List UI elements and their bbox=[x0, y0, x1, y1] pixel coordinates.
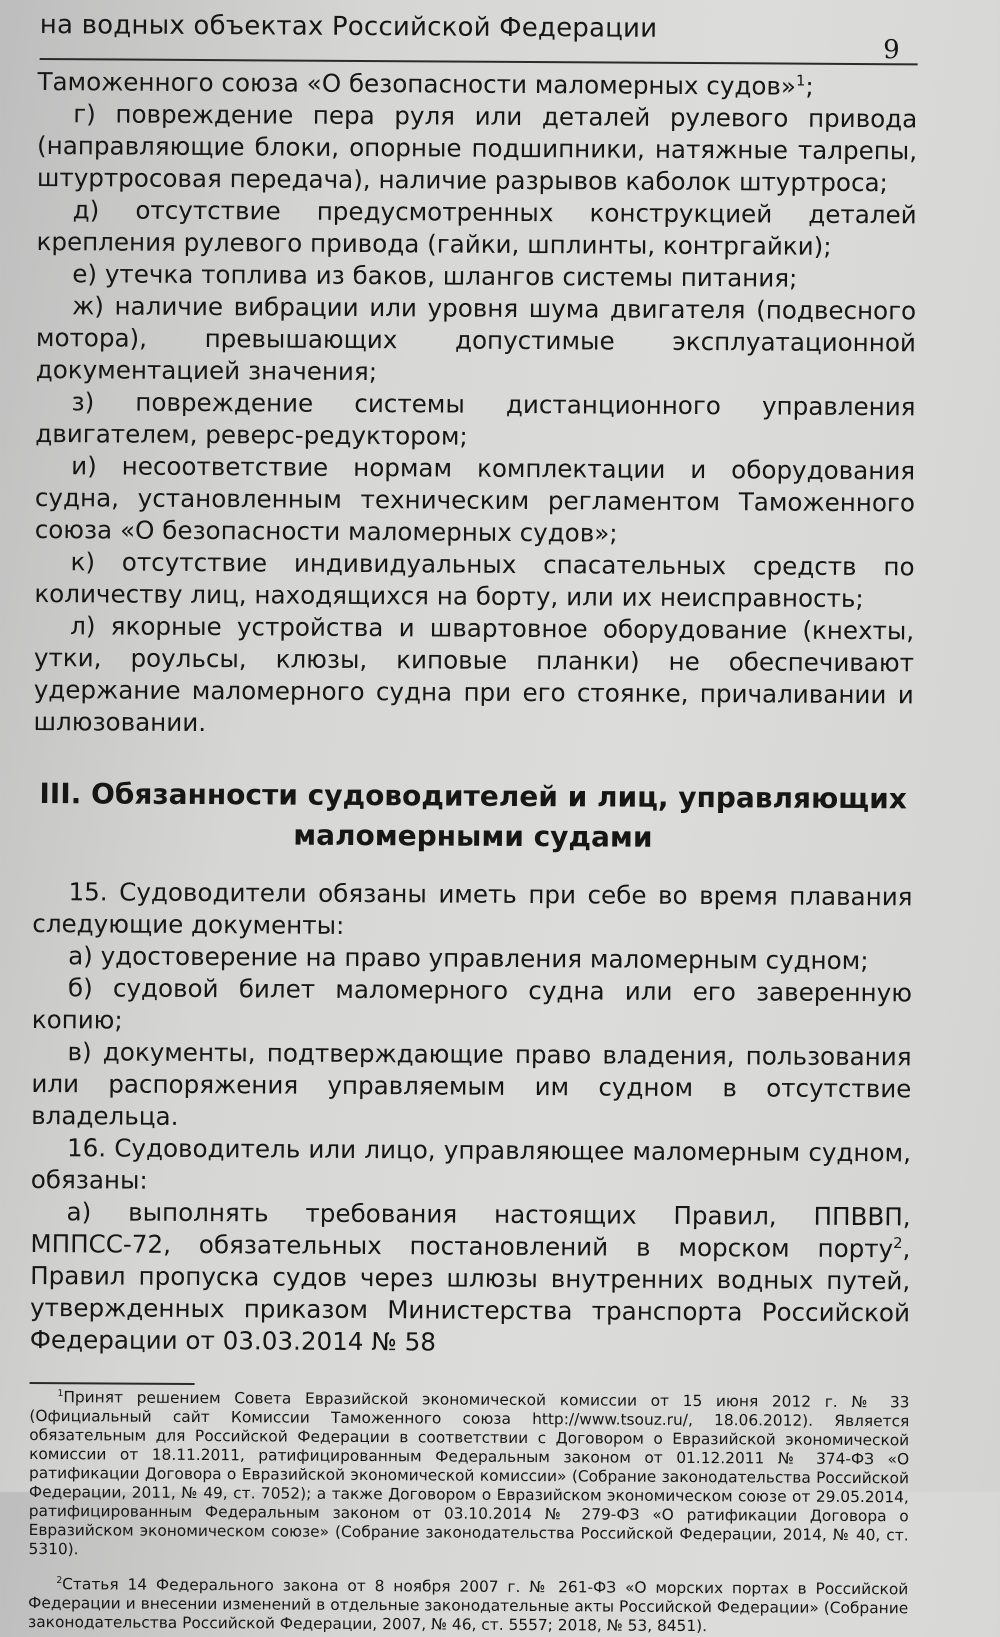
paragraph: е) утечка топлива из баков, шлангов системы питания; bbox=[72, 259, 798, 293]
paragraph: а) удостоверение на право управления маломерным судном; bbox=[68, 941, 869, 976]
section-heading bbox=[33, 774, 913, 859]
paragraph: д) отсутствие предусмотренных конструкцией деталей крепления рулевого привода (гайки, шплинты, контргайки); bbox=[36, 195, 917, 261]
paragraph: и) несоответствие нормам комплектации и оборудования судна, установленным техническим регламентом Таможенного союза «О безопасности маломерных судов»; bbox=[34, 451, 916, 548]
running-head-title: на водных объектах Российской Федерации bbox=[39, 10, 658, 44]
body-text-top bbox=[33, 66, 917, 743]
footnote-separator bbox=[30, 1382, 195, 1385]
page-number: 9 bbox=[883, 35, 900, 66]
footnote-ref: 1 bbox=[795, 72, 806, 90]
paragraph: 15. Судоводители обязаны иметь при себе во время плавания следующие документы: bbox=[32, 877, 913, 940]
paragraph: л) якорные устройства и швартовное оборудование (кнехты, утки, роульсы, клюзы, киповые планки) не обеспечивают удержание маломерного судна при его стоянке, причаливании и шлюзовании. bbox=[33, 611, 915, 738]
paragraph: к) отсутствие индивидуальных спасательных средств по количеству лиц, находящихся на борту, или их неисправность; bbox=[34, 547, 915, 614]
paragraph: Таможенного союза «О безопасности маломерных судов»$^1$; bbox=[37, 66, 814, 101]
footnote-ref: 2 bbox=[893, 1235, 903, 1253]
paragraph: а) выполнять требования настоящих Правил, ППВВП, МППСС-72, обязательных постановлений в морском порту$^2$, Правил пропуска судов через шлюзы внутренних водных путей, утвержденных приказом Министерства транспорта Российской Федерации от 03.03.2014 № 58 bbox=[29, 1197, 911, 1357]
paragraph: в) документы, подтверждающие право владения, пользования или распоряжения управляемым им судном в отсутствие владельца. bbox=[31, 1037, 912, 1131]
footnote-mark: 1 bbox=[57, 1388, 64, 1400]
footnote: $^2$Статья 14 Федерального закона от 8 ноября 2007 г. № 261-ФЗ «О морских портах в Российской Федерации и внесении изменений в отдельные законодательные акты Российской Федерации» (Собрание законодательства Российской Федерации, 2007, № 46, ст. 5557; 2018, № 53, 8451). bbox=[28, 1575, 909, 1636]
paragraph: ж) наличие вибрации или уровня шума двигателя (подвесного мотора), превышающих допустимые эксплуатационной документацией значения; bbox=[35, 291, 917, 387]
footnotes bbox=[28, 1388, 909, 1637]
paragraph: з) повреждение системы дистанционного управления двигателем, реверс-редуктором; bbox=[35, 387, 916, 451]
footnote: $^1$Принят решением Совета Евразийской экономической комиссии от 15 июня 2012 г. № 33 (Официальный сайт Комиссии Таможенного союза http://www.tsouz.ru/, 18.06.2012). Является обязательным для Российской Федерации в соответствии с Договором о Евразийской экономической комиссии от 18.11.2011, ратифицированным Федеральным законом от 01.12.2011 № 374-ФЗ «О ратификации Договора о Евразийской экономической комиссии» (Собрание законодательства Российской Федерации, 2011, № 49, ст. 7052); а также Договором о Евразийском экономическом союзе от 29.05.2014, ратифицированным Федеральным законом от 03.10.2014 № 279-ФЗ «О ратификации Договора о Евразийском экономическом союзе» (Собрание законодательства Российской Федерации, 2014, № 40, ст. 5310). bbox=[28, 1388, 910, 1559]
paragraph: б) судовой билет маломерного судна или его заверенную копию; bbox=[31, 973, 913, 1035]
book-page bbox=[28, 0, 918, 1636]
section-heading-line: III. Обязанности судоводителей и лиц, управляющих bbox=[39, 777, 907, 816]
running-head bbox=[40, 0, 918, 65]
footnote-mark: 2 bbox=[56, 1575, 63, 1587]
body-text-bottom bbox=[30, 876, 913, 1361]
section-heading-line: маломерными судами bbox=[293, 818, 653, 854]
paragraph: г) повреждение пера руля или деталей рулевого привода (направляющие блоки, опорные подшипники, натяжные талрепы, штуртросовая передача), наличие разрывов каболок штуртроса; bbox=[36, 99, 918, 198]
paragraph: 16. Судоводитель или лицо, управляющее маломерным судном, обязаны: bbox=[30, 1133, 912, 1195]
